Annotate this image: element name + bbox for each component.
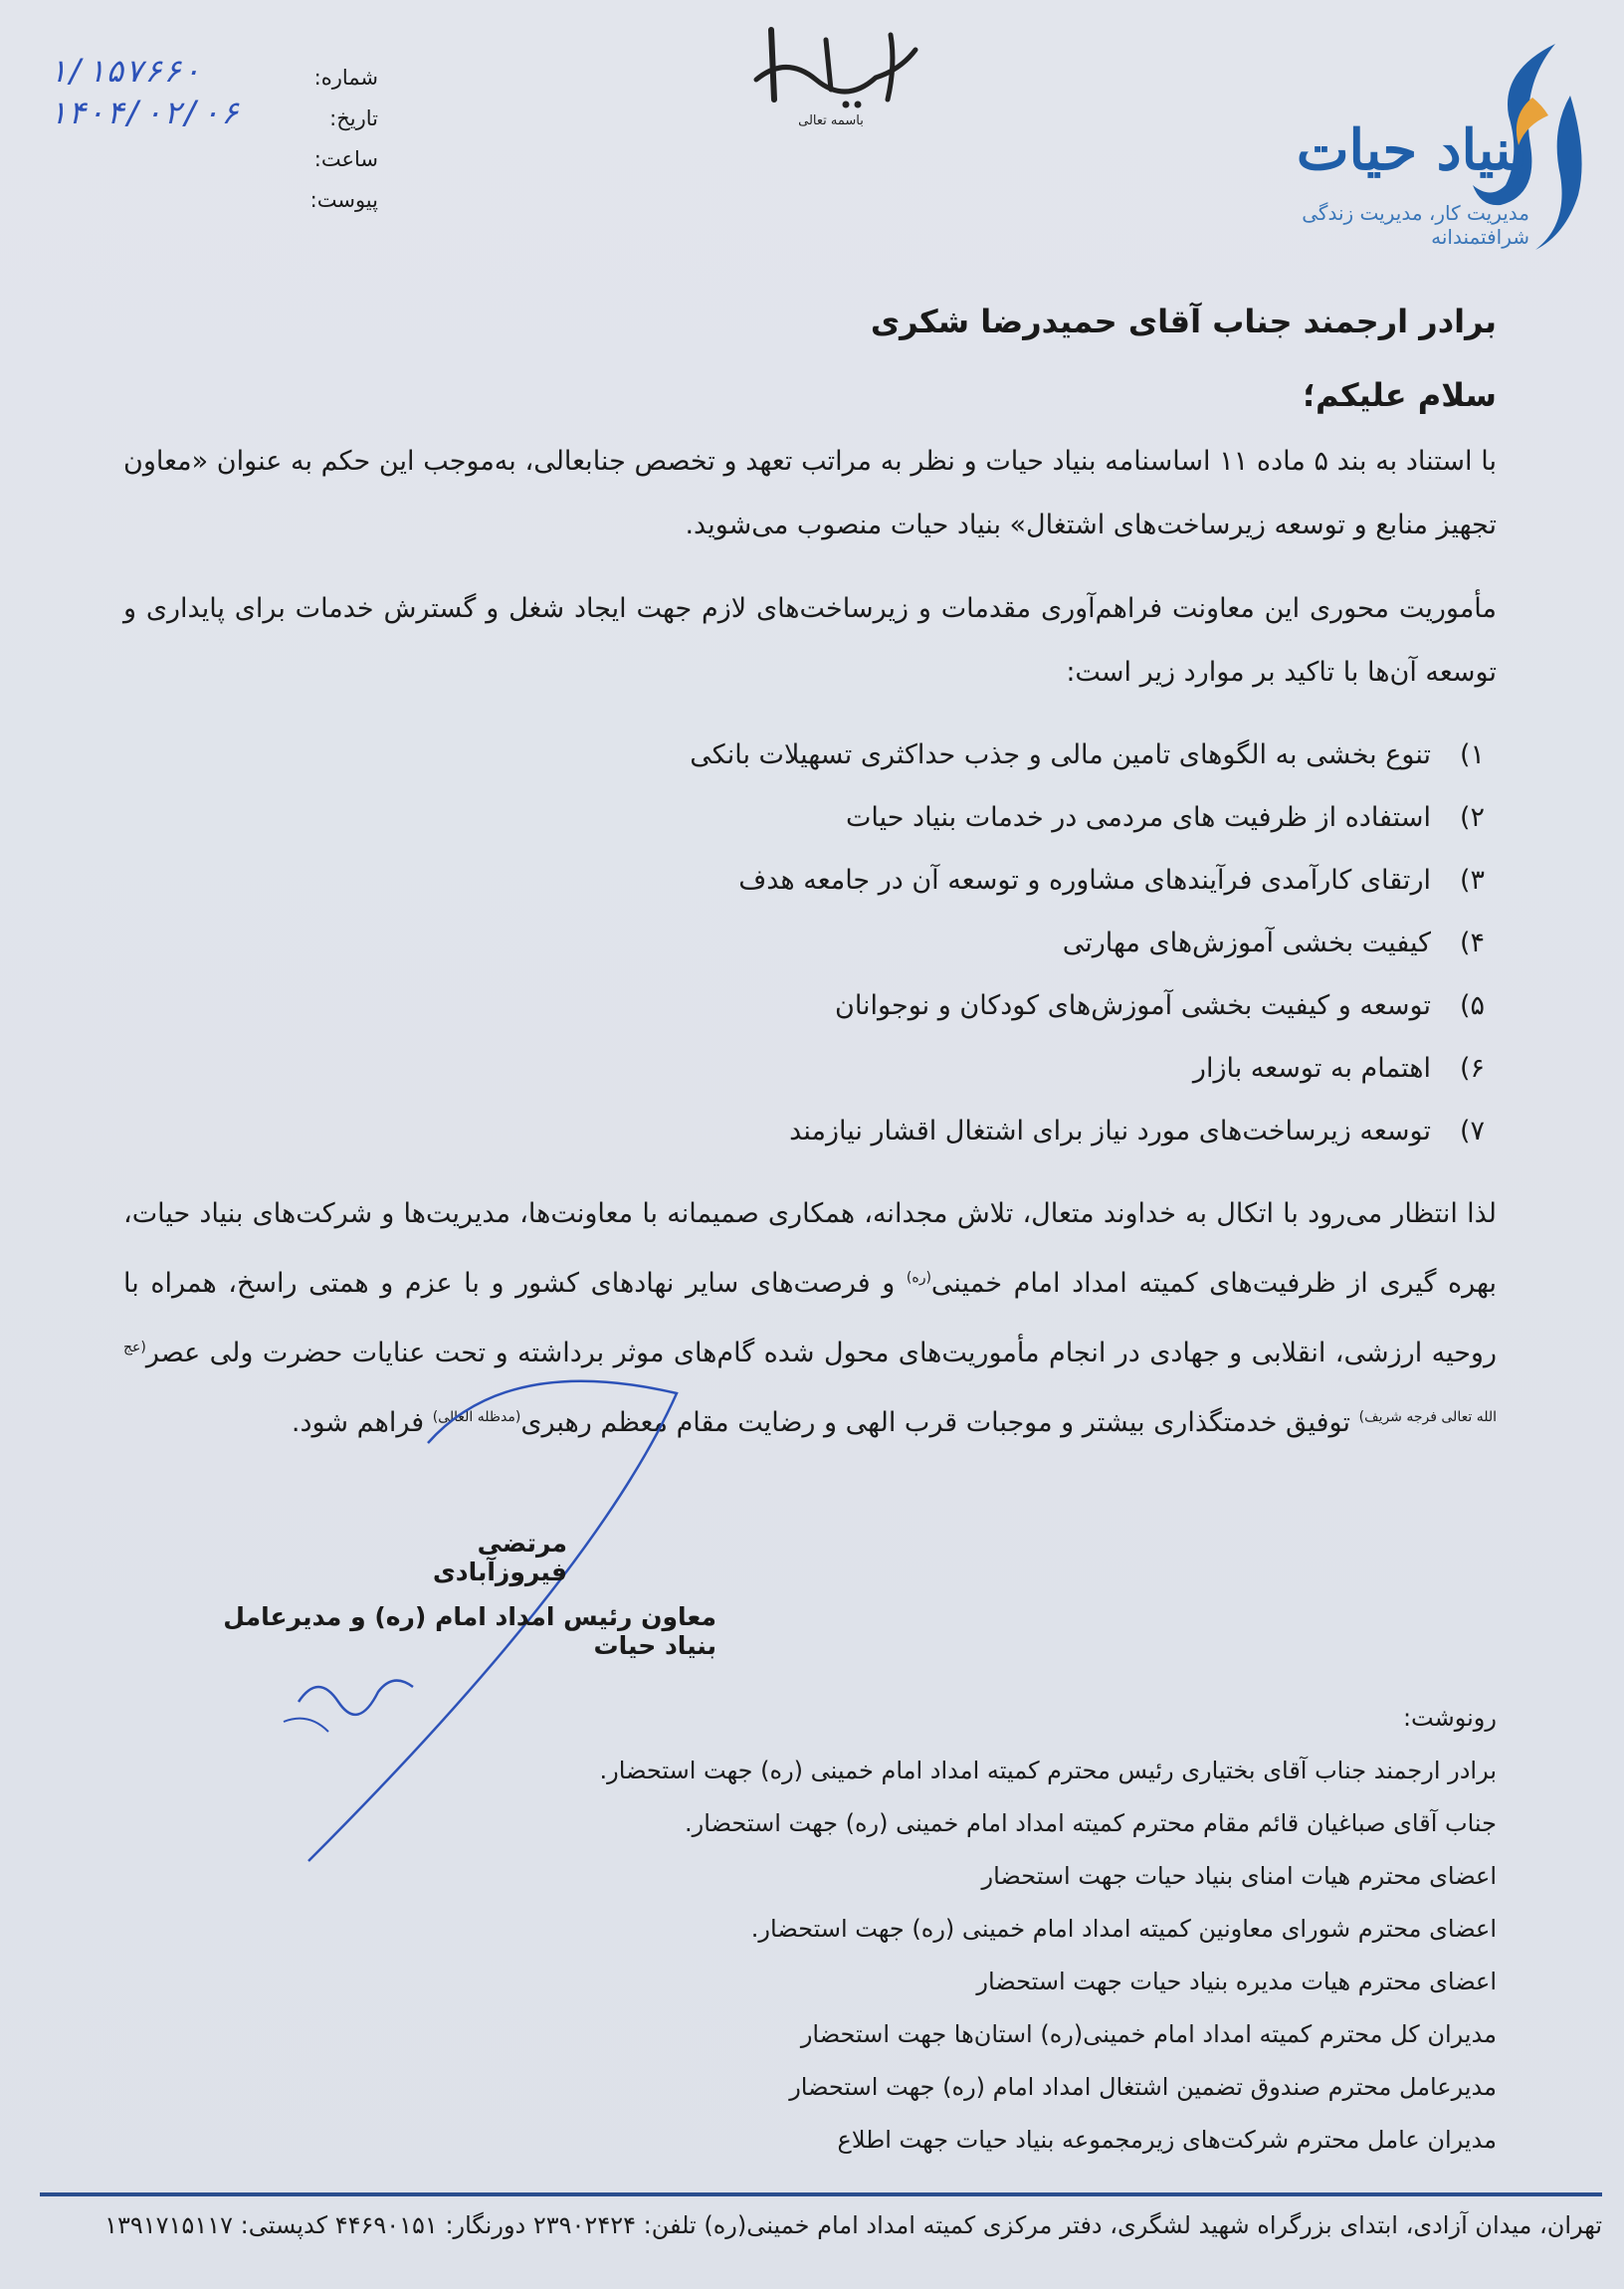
mission-paragraph: مأموریت محوری این معاونت فراهم‌آوری مقدمات و زیرساخت‌های لازم جهت ایجاد شغل و گسترش خدمات برای پایداری و توسعه آن‌ها با تاکید بر موارد زیر است:: [123, 593, 1497, 688]
signatory-name: مرتضی فیروزآبادی: [432, 1529, 567, 1586]
copy-line: اعضای محترم هیات امنای بنیاد حیات جهت استحضار: [981, 1862, 1497, 1890]
svg-text:باسمه تعالی: باسمه تعالی: [798, 113, 864, 128]
logo-name: بنیاد حیات: [1296, 117, 1527, 183]
basmala-calligraphy: [716, 10, 945, 129]
list-item: ۷) توسعه زیرساخت‌های مورد نیاز برای اشتغال اقشار نیازمند: [789, 1116, 1485, 1146]
date-label: تاریخ:: [329, 106, 378, 130]
copy-line: اعضای محترم هیات مدیره بنیاد حیات جهت استحضار: [976, 1968, 1497, 1995]
copy-line: جناب آقای صباغیان قائم مقام محترم کمیته امداد امام خمینی (ره) جهت استحضار.: [685, 1809, 1497, 1837]
closing-paragraph: لذا انتظار می‌رود با اتکال به خداوند متعال، تلاش مجدانه، همکاری صمیمانه با معاونت‌ها، مدیریت‌ها و شرکت‌های بنیاد حیات، بهره گیری از ظرفیت‌های کمیته امداد امام خمینی$^{(ره)}$ و فرصت‌های سایر نهادهای کشور و با عزم و همتی راسخ، همراه با روحیه ارزشی، انقلابی و جهادی در انجام مأموریت‌های محول شده گام‌های موثر برداشته و تحت عنایات حضرت ولی عصر$^{(عج الله تعالی فرجه شریف)}$ توفیق خدمتگذاری بیشتر و موجبات قرب الهی و رضایت مقام معظم رهبری$^{(مدظله العالی)}$ فراهم شود.: [123, 1198, 1498, 1438]
footer-address: تهران، میدان آزادی، ابتدای بزرگراه شهید لشگری، دفتر مرکزی کمیته امداد امام خمینی(ره) تلفن: ۲۳۹۰۲۴۲۴ دورنگار: ۴۴۶۹۰۱۵۱ کدپستی: ۱۳۹۱۷۱۵۱۱۷: [104, 2211, 1602, 2239]
time-label: ساعت:: [313, 147, 378, 171]
appointment-paragraph: با استناد به بند ۵ ماده ۱۱ اساسنامه بنیاد حیات و نظر به مراتب تعهد و تخصص جنابعالی، به‌موجب این حکم به عنوان «معاون تجهیز منابع و توسعه زیرساخت‌های اشتغال» بنیاد حیات منصوب می‌شوید.: [123, 446, 1497, 540]
copy-line: برادر ارجمند جناب آقای بختیاری رئیس محترم کمیته امداد امام خمینی (ره) جهت استحضار.: [599, 1757, 1497, 1784]
copies-section: [303, 1692, 1497, 2167]
copy-line: مدیران عامل محترم شرکت‌های زیرمجموعه بنیاد حیات جهت اطلاع: [837, 2126, 1497, 2154]
list-item: ۵) توسعه و کیفیت بخشی آموزش‌های کودکان و نوجوانان: [834, 990, 1485, 1021]
copy-line: مدیران کل محترم کمیته امداد امام خمینی(ره) استان‌ها جهت استحضار: [800, 2020, 1497, 2048]
copy-line: مدیرعامل محترم صندوق تضمین اشتغال امداد امام (ره) جهت استحضار: [789, 2073, 1497, 2101]
mission-list: [291, 724, 1485, 1162]
date-value: ۱۴۰۴/۰۲/۰۶: [48, 94, 240, 131]
number-label: شماره:: [313, 66, 378, 90]
meta-values: [48, 50, 257, 133]
addressee-heading: برادر ارجمند جناب آقای حمیدرضا شکری: [870, 303, 1497, 340]
signatory-title: معاون رئیس امداد امام (ره) و مدیرعامل بنیاد حیات: [223, 1602, 716, 1660]
greeting: سلام علیکم؛: [1303, 376, 1497, 414]
meta-labels: [269, 58, 378, 221]
list-item: ۶) اهتمام به توسعه بازار: [1192, 1053, 1485, 1084]
footer-divider: [40, 2192, 1602, 2196]
list-item: ۲) استفاده از ظرفیت های مردمی در خدمات بنیاد حیات: [845, 802, 1485, 833]
logo-slogan: مدیریت کار، مدیریت زندگی شرافتمندانه: [1302, 201, 1529, 249]
copy-line: اعضای محترم شورای معاونین کمیته امداد امام خمینی (ره) جهت استحضار.: [750, 1915, 1497, 1943]
attachment-label: پیوست:: [309, 188, 378, 212]
list-item: ۳) ارتقای کارآمدی فرآیندهای مشاوره و توسعه آن در جامعه هدف: [738, 865, 1485, 896]
list-item: ۱) تنوع بخشی به الگوهای تامین مالی و جذب حداکثری تسهیلات بانکی: [690, 739, 1485, 770]
list-item: ۴) کیفیت بخشی آموزش‌های مهارتی: [1062, 928, 1485, 958]
copies-label: رونوشت:: [1402, 1704, 1497, 1732]
number-value: ۱/۱۵۷۶۶۰: [48, 52, 202, 90]
